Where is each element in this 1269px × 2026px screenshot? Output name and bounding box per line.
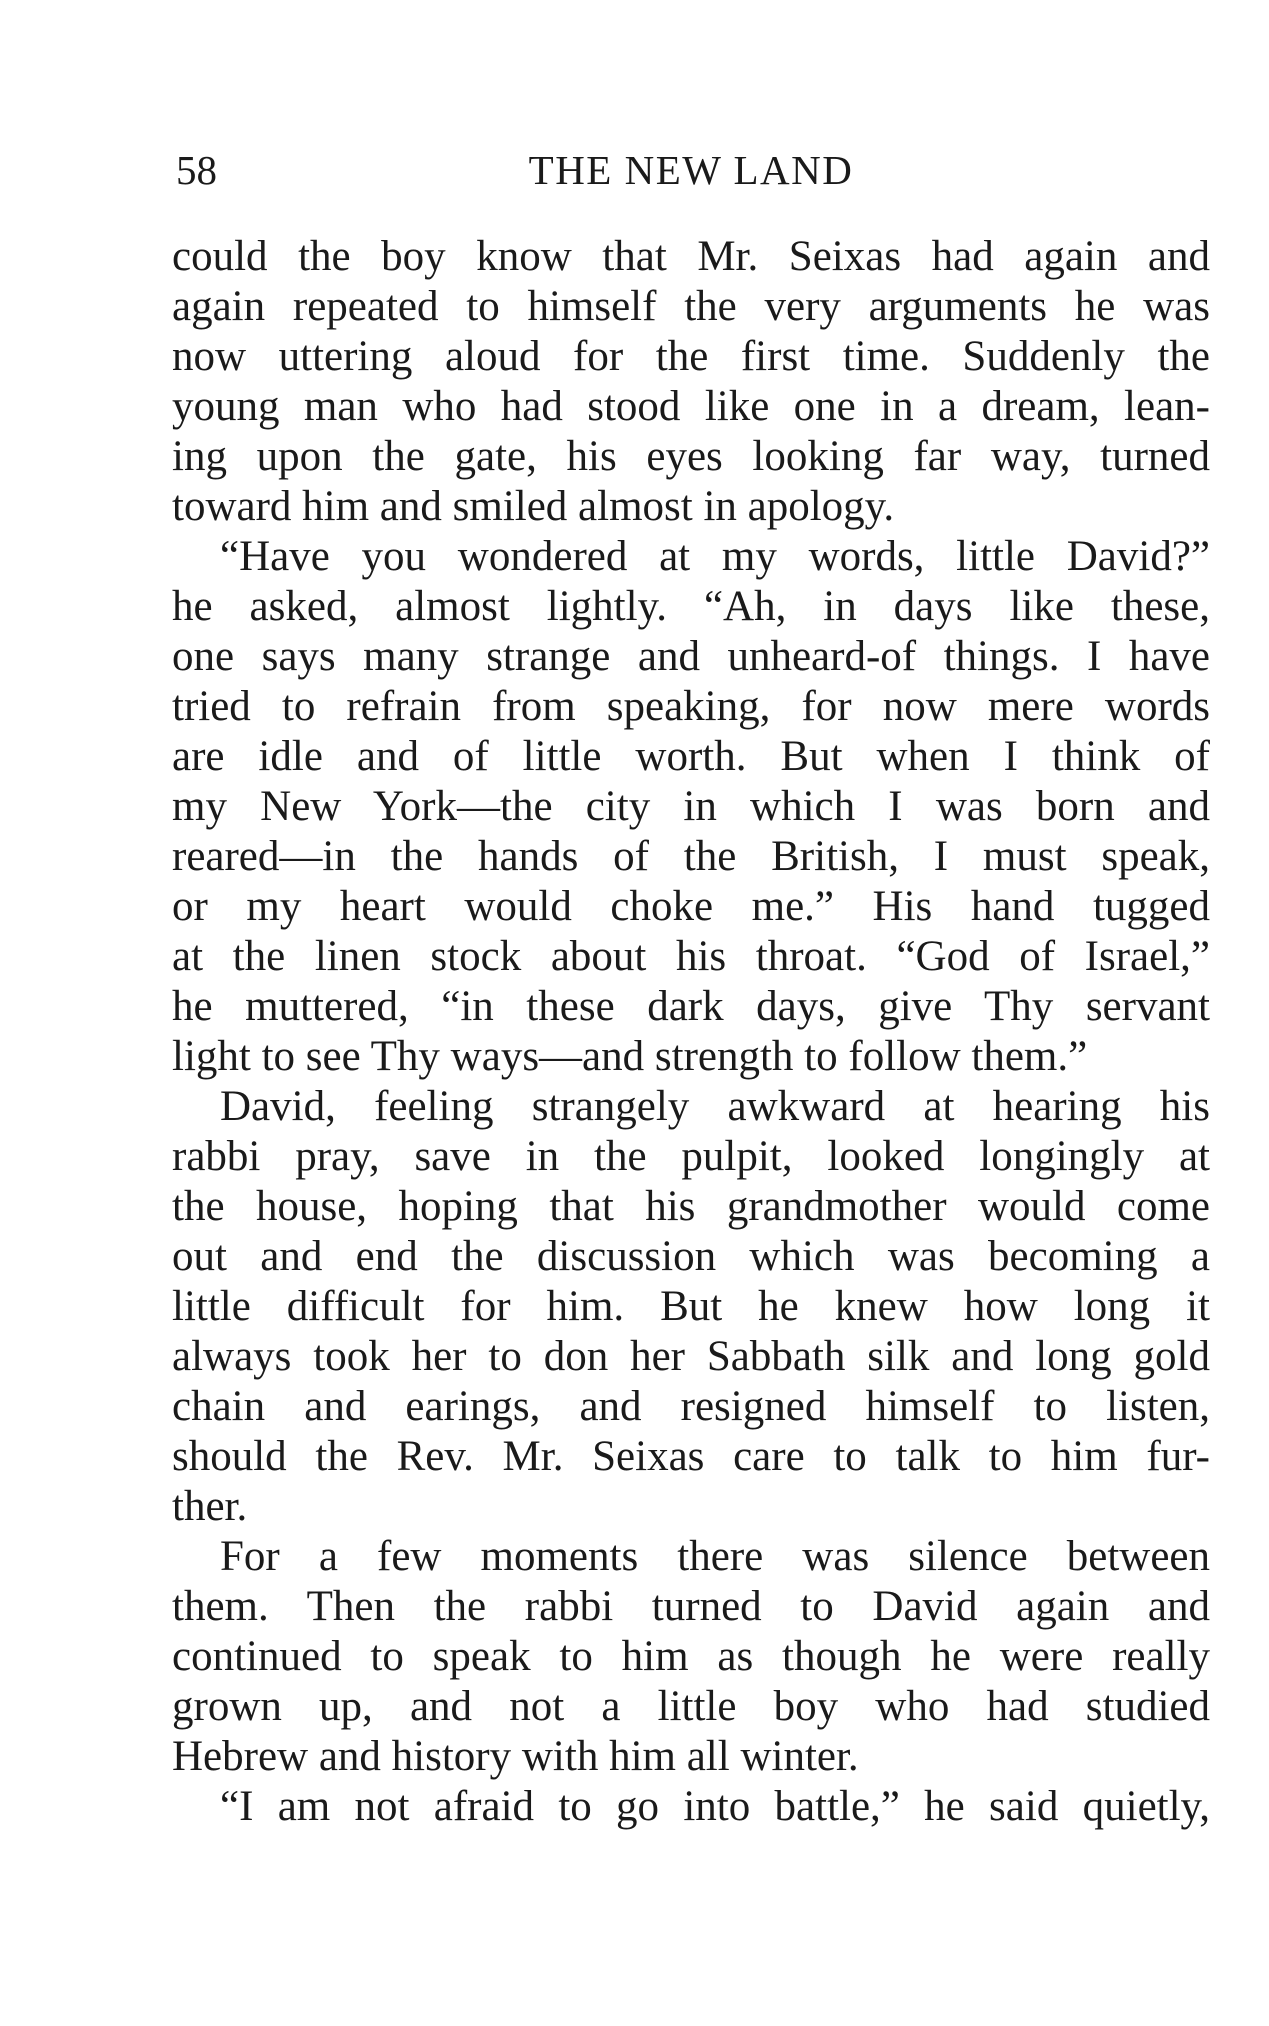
text-line: continued to speak to him as though he were really bbox=[172, 1633, 1210, 1680]
body-text bbox=[172, 232, 1210, 1832]
text-line: young man who had stood like one in a dream, lean- bbox=[172, 383, 1210, 430]
text-line: the house, hoping that his grandmother would come bbox=[172, 1183, 1210, 1230]
text-line: reared—in the hands of the British, I must speak, bbox=[172, 833, 1210, 880]
text-line: toward him and smiled almost in apology. bbox=[172, 483, 895, 530]
text-line: always took her to don her Sabbath silk and long gold bbox=[172, 1333, 1210, 1380]
text-line: ther. bbox=[172, 1483, 248, 1530]
text-line: David, feeling strangely awkward at hearing his bbox=[220, 1083, 1210, 1130]
text-line: he asked, almost lightly. “Ah, in days like these, bbox=[172, 583, 1210, 630]
text-line: he muttered, “in these dark days, give Thy servant bbox=[172, 983, 1210, 1030]
text-line: tried to refrain from speaking, for now mere words bbox=[172, 683, 1210, 730]
text-line: grown up, and not a little boy who had studied bbox=[172, 1683, 1210, 1730]
page-number: 58 bbox=[176, 147, 217, 193]
text-line: out and end the discussion which was becoming a bbox=[172, 1233, 1210, 1280]
text-line: now uttering aloud for the first time. Suddenly the bbox=[172, 333, 1210, 380]
text-line: again repeated to himself the very arguments he was bbox=[172, 283, 1210, 330]
text-line: For a few moments there was silence between bbox=[220, 1533, 1210, 1580]
text-line: “Have you wondered at my words, little David?” bbox=[220, 533, 1210, 580]
running-title: THE NEW LAND bbox=[528, 147, 854, 193]
text-line: at the linen stock about his throat. “God of Israel,” bbox=[172, 933, 1210, 980]
text-line: them. Then the rabbi turned to David again and bbox=[172, 1583, 1210, 1630]
text-line: Hebrew and history with him all winter. bbox=[172, 1733, 859, 1780]
text-line: chain and earings, and resigned himself to listen, bbox=[172, 1383, 1210, 1430]
text-line: could the boy know that Mr. Seixas had again and bbox=[172, 233, 1210, 280]
text-line: my New York—the city in which I was born and bbox=[172, 783, 1210, 830]
text-line: little difficult for him. But he knew how long it bbox=[172, 1283, 1210, 1330]
text-line: or my heart would choke me.” His hand tugged bbox=[172, 883, 1210, 930]
page-header bbox=[176, 140, 1206, 200]
text-line: one says many strange and unheard-of things. I have bbox=[172, 633, 1210, 680]
text-line: light to see Thy ways—and strength to follow them.” bbox=[172, 1033, 1088, 1080]
text-line: should the Rev. Mr. Seixas care to talk to him fur- bbox=[172, 1433, 1210, 1480]
text-line: rabbi pray, save in the pulpit, looked longingly at bbox=[172, 1133, 1210, 1180]
text-line: ing upon the gate, his eyes looking far way, turned bbox=[172, 433, 1210, 480]
text-line: “I am not afraid to go into battle,” he said quietly, bbox=[220, 1783, 1210, 1830]
text-line: are idle and of little worth. But when I think of bbox=[172, 733, 1210, 780]
